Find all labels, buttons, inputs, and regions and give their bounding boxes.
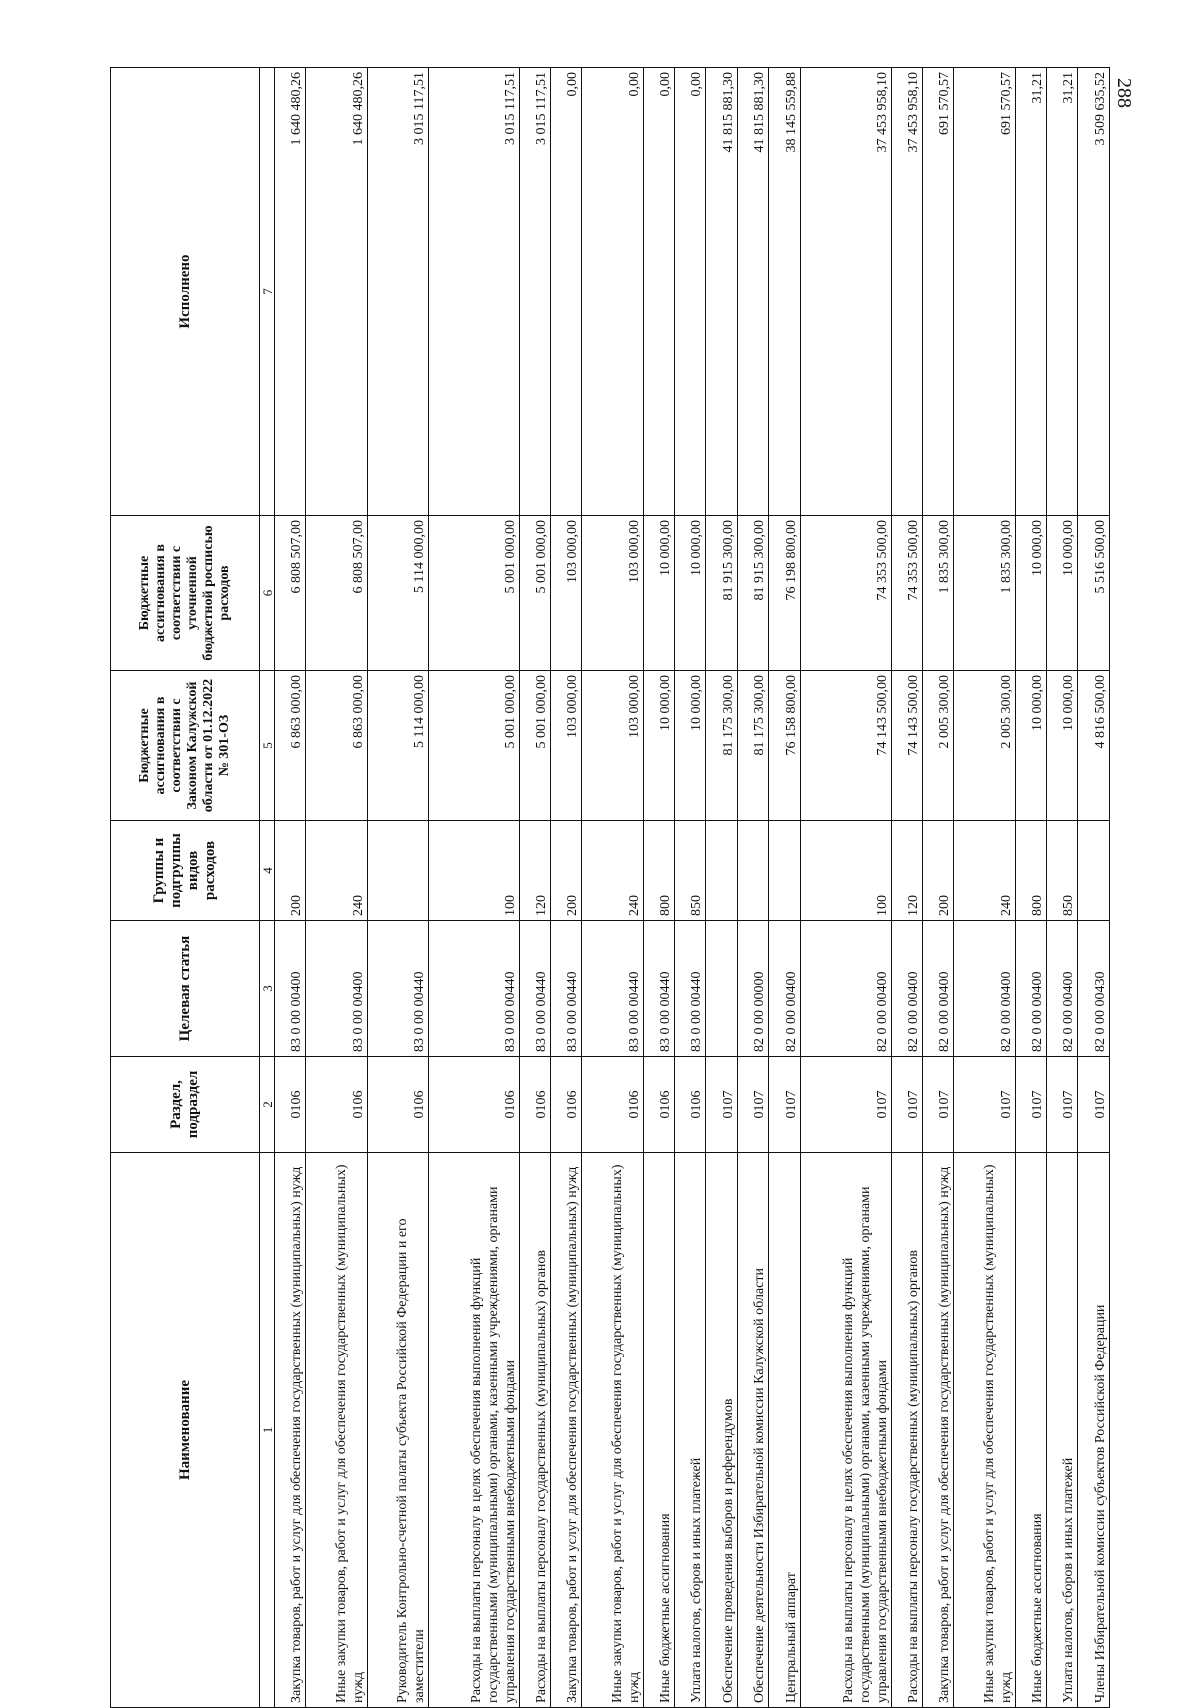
row-group: 120 bbox=[891, 821, 922, 921]
header-row bbox=[111, 68, 260, 1708]
row-list-amount: 5 001 000,00 bbox=[519, 516, 550, 671]
table-row bbox=[275, 68, 306, 1708]
row-article: 83 0 00 00440 bbox=[519, 921, 550, 1057]
row-done-amount: 0,00 bbox=[550, 68, 581, 516]
row-law-amount: 74 143 500,00 bbox=[891, 671, 922, 821]
row-name: Члены Избирательной комиссии субъектов Российской Федерации bbox=[1078, 1153, 1110, 1708]
row-list-amount: 6 808 507,00 bbox=[275, 516, 306, 671]
row-section: 0106 bbox=[643, 1057, 674, 1153]
column-number: 2 bbox=[260, 1057, 275, 1153]
row-done-amount: 691 570,57 bbox=[954, 68, 1015, 516]
row-name: Закупка товаров, работ и услуг для обеспечения государственных (муниципальных) нужд bbox=[275, 1153, 306, 1708]
row-section: 0107 bbox=[1015, 1057, 1046, 1153]
row-group bbox=[706, 821, 737, 921]
row-law-amount: 10 000,00 bbox=[1046, 671, 1077, 821]
table-row bbox=[706, 68, 737, 1708]
row-done-amount: 31,21 bbox=[1046, 68, 1077, 516]
row-done-amount: 37 453 958,10 bbox=[891, 68, 922, 516]
table-row bbox=[769, 68, 800, 1708]
page-number: 288 bbox=[1113, 78, 1135, 108]
column-number: 4 bbox=[260, 821, 275, 921]
table-row bbox=[643, 68, 674, 1708]
row-section: 0107 bbox=[706, 1057, 737, 1153]
header-section: Раздел, подраздел bbox=[111, 1057, 260, 1153]
row-done-amount: 31,21 bbox=[1015, 68, 1046, 516]
row-list-amount: 1 835 300,00 bbox=[922, 516, 953, 671]
table-row bbox=[891, 68, 922, 1708]
row-law-amount: 5 001 000,00 bbox=[428, 671, 519, 821]
budget-table bbox=[110, 67, 1110, 1708]
row-section: 0107 bbox=[737, 1057, 768, 1153]
row-list-amount: 81 915 300,00 bbox=[706, 516, 737, 671]
header-group: Группы и подгруппы видов расходов bbox=[111, 821, 260, 921]
row-law-amount: 76 158 800,00 bbox=[769, 671, 800, 821]
row-group: 800 bbox=[643, 821, 674, 921]
row-article: 83 0 00 00440 bbox=[367, 921, 428, 1057]
header-list: Бюджетные ассигнования в соответствии с уточненной бюджетной росписью расходов bbox=[111, 516, 260, 671]
row-section: 0107 bbox=[1078, 1057, 1110, 1153]
row-name: Центральный аппарат bbox=[769, 1153, 800, 1708]
row-law-amount: 4 816 500,00 bbox=[1078, 671, 1110, 821]
row-group bbox=[769, 821, 800, 921]
row-group: 800 bbox=[1015, 821, 1046, 921]
row-done-amount: 3 015 117,51 bbox=[367, 68, 428, 516]
header-law: Бюджетные ассигнования в соответствии с Законом Калужской области от 01.12.2022 № 301-ОЗ bbox=[111, 671, 260, 821]
row-name: Обеспечение проведения выборов и референдумов bbox=[706, 1153, 737, 1708]
row-group: 850 bbox=[674, 821, 705, 921]
row-article: 83 0 00 00440 bbox=[428, 921, 519, 1057]
row-section: 0107 bbox=[891, 1057, 922, 1153]
row-name: Уплата налогов, сборов и иных платежей bbox=[1046, 1153, 1077, 1708]
row-name: Иные бюджетные ассигнования bbox=[643, 1153, 674, 1708]
row-section: 0106 bbox=[367, 1057, 428, 1153]
column-number-row bbox=[260, 68, 275, 1708]
row-section: 0106 bbox=[550, 1057, 581, 1153]
table-row bbox=[737, 68, 768, 1708]
column-number: 3 bbox=[260, 921, 275, 1057]
table-row bbox=[1015, 68, 1046, 1708]
row-law-amount: 2 005 300,00 bbox=[922, 671, 953, 821]
row-list-amount: 103 000,00 bbox=[582, 516, 643, 671]
row-law-amount: 10 000,00 bbox=[1015, 671, 1046, 821]
row-done-amount: 691 570,57 bbox=[922, 68, 953, 516]
row-section: 0106 bbox=[674, 1057, 705, 1153]
row-section: 0107 bbox=[1046, 1057, 1077, 1153]
row-list-amount: 10 000,00 bbox=[674, 516, 705, 671]
row-article: 82 0 00 00400 bbox=[800, 921, 891, 1057]
column-number: 7 bbox=[260, 68, 275, 516]
row-section: 0106 bbox=[275, 1057, 306, 1153]
row-done-amount: 0,00 bbox=[674, 68, 705, 516]
row-done-amount: 3 509 635,52 bbox=[1078, 68, 1110, 516]
row-name: Уплата налогов, сборов и иных платежей bbox=[674, 1153, 705, 1708]
table-row bbox=[1046, 68, 1077, 1708]
row-law-amount: 74 143 500,00 bbox=[800, 671, 891, 821]
row-article: 83 0 00 00440 bbox=[674, 921, 705, 1057]
row-article: 82 0 00 00000 bbox=[737, 921, 768, 1057]
row-done-amount: 41 815 881,30 bbox=[737, 68, 768, 516]
row-article: 83 0 00 00440 bbox=[643, 921, 674, 1057]
row-list-amount: 5 114 000,00 bbox=[367, 516, 428, 671]
row-name: Закупка товаров, работ и услуг для обеспечения государственных (муниципальных) нужд bbox=[922, 1153, 953, 1708]
table-row bbox=[954, 68, 1015, 1708]
header-article: Целевая статья bbox=[111, 921, 260, 1057]
row-name: Иные закупки товаров, работ и услуг для обеспечения государственных (муниципальных) нужд bbox=[306, 1153, 367, 1708]
row-law-amount: 103 000,00 bbox=[582, 671, 643, 821]
row-group: 240 bbox=[954, 821, 1015, 921]
row-done-amount: 38 145 559,88 bbox=[769, 68, 800, 516]
row-article: 83 0 00 00440 bbox=[582, 921, 643, 1057]
row-law-amount: 6 863 000,00 bbox=[275, 671, 306, 821]
row-article: 82 0 00 00400 bbox=[769, 921, 800, 1057]
row-done-amount: 3 015 117,51 bbox=[519, 68, 550, 516]
row-section: 0107 bbox=[922, 1057, 953, 1153]
row-group: 100 bbox=[800, 821, 891, 921]
row-group: 240 bbox=[306, 821, 367, 921]
row-name: Закупка товаров, работ и услуг для обеспечения государственных (муниципальных) нужд bbox=[550, 1153, 581, 1708]
row-name: Расходы на выплаты персоналу в целях обеспечения выполнения функций государственными (муниципальными) органами, казенными учреждениями, органами управления государственными внебюджетными фондами bbox=[800, 1153, 891, 1708]
row-group: 240 bbox=[582, 821, 643, 921]
row-name: Иные закупки товаров, работ и услуг для обеспечения государственных (муниципальных) нужд bbox=[582, 1153, 643, 1708]
row-article: 83 0 00 00400 bbox=[275, 921, 306, 1057]
row-article: 82 0 00 00430 bbox=[1078, 921, 1110, 1057]
row-list-amount: 103 000,00 bbox=[550, 516, 581, 671]
row-law-amount: 81 175 300,00 bbox=[737, 671, 768, 821]
row-section: 0107 bbox=[954, 1057, 1015, 1153]
table-row bbox=[519, 68, 550, 1708]
table-row bbox=[367, 68, 428, 1708]
row-article: 83 0 00 00400 bbox=[306, 921, 367, 1057]
table-row bbox=[800, 68, 891, 1708]
row-done-amount: 1 640 480,26 bbox=[306, 68, 367, 516]
row-group: 200 bbox=[275, 821, 306, 921]
row-law-amount: 5 001 000,00 bbox=[519, 671, 550, 821]
row-article: 82 0 00 00400 bbox=[954, 921, 1015, 1057]
table-row bbox=[306, 68, 367, 1708]
row-name: Иные закупки товаров, работ и услуг для обеспечения государственных (муниципальных) нужд bbox=[954, 1153, 1015, 1708]
column-number: 6 bbox=[260, 516, 275, 671]
row-name: Расходы на выплаты персоналу в целях обеспечения выполнения функций государственными (муниципальными) органами, казенными учреждениями, органами управления государственными внебюджетными фондами bbox=[428, 1153, 519, 1708]
row-article: 82 0 00 00400 bbox=[1015, 921, 1046, 1057]
table-body bbox=[275, 68, 1110, 1708]
table-row bbox=[674, 68, 705, 1708]
row-list-amount: 74 353 500,00 bbox=[891, 516, 922, 671]
row-article: 83 0 00 00440 bbox=[550, 921, 581, 1057]
row-law-amount: 5 114 000,00 bbox=[367, 671, 428, 821]
row-list-amount: 5 516 500,00 bbox=[1078, 516, 1110, 671]
row-list-amount: 81 915 300,00 bbox=[737, 516, 768, 671]
row-law-amount: 10 000,00 bbox=[674, 671, 705, 821]
row-done-amount: 0,00 bbox=[643, 68, 674, 516]
row-law-amount: 103 000,00 bbox=[550, 671, 581, 821]
row-group bbox=[1078, 821, 1110, 921]
row-section: 0106 bbox=[306, 1057, 367, 1153]
table-row bbox=[550, 68, 581, 1708]
row-section: 0106 bbox=[519, 1057, 550, 1153]
row-list-amount: 74 353 500,00 bbox=[800, 516, 891, 671]
row-group: 100 bbox=[428, 821, 519, 921]
table-row bbox=[582, 68, 643, 1708]
row-done-amount: 37 453 958,10 bbox=[800, 68, 891, 516]
row-name: Обеспечение деятельности Избирательной комиссии Калужской области bbox=[737, 1153, 768, 1708]
row-list-amount: 10 000,00 bbox=[1046, 516, 1077, 671]
row-group: 120 bbox=[519, 821, 550, 921]
row-article: 82 0 00 00400 bbox=[922, 921, 953, 1057]
column-number: 1 bbox=[260, 1153, 275, 1708]
row-done-amount: 3 015 117,51 bbox=[428, 68, 519, 516]
header-done: Исполнено bbox=[111, 68, 260, 516]
row-done-amount: 0,00 bbox=[582, 68, 643, 516]
row-group bbox=[367, 821, 428, 921]
row-list-amount: 76 198 800,00 bbox=[769, 516, 800, 671]
row-group: 200 bbox=[922, 821, 953, 921]
row-name: Расходы на выплаты персоналу государственных (муниципальных) органов bbox=[891, 1153, 922, 1708]
table-row bbox=[1078, 68, 1110, 1708]
row-list-amount: 1 835 300,00 bbox=[954, 516, 1015, 671]
row-group: 200 bbox=[550, 821, 581, 921]
row-section: 0106 bbox=[428, 1057, 519, 1153]
row-done-amount: 41 815 881,30 bbox=[706, 68, 737, 516]
row-article: 82 0 00 00400 bbox=[891, 921, 922, 1057]
row-done-amount: 1 640 480,26 bbox=[275, 68, 306, 516]
column-number: 5 bbox=[260, 671, 275, 821]
row-list-amount: 10 000,00 bbox=[643, 516, 674, 671]
header-name: Наименование bbox=[111, 1153, 260, 1708]
row-section: 0107 bbox=[800, 1057, 891, 1153]
row-law-amount: 6 863 000,00 bbox=[306, 671, 367, 821]
row-section: 0107 bbox=[769, 1057, 800, 1153]
row-law-amount: 10 000,00 bbox=[643, 671, 674, 821]
row-name: Расходы на выплаты персоналу государственных (муниципальных) органов bbox=[519, 1153, 550, 1708]
row-law-amount: 81 175 300,00 bbox=[706, 671, 737, 821]
table-row bbox=[922, 68, 953, 1708]
row-list-amount: 10 000,00 bbox=[1015, 516, 1046, 671]
row-list-amount: 6 808 507,00 bbox=[306, 516, 367, 671]
row-group: 850 bbox=[1046, 821, 1077, 921]
row-group bbox=[737, 821, 768, 921]
row-article bbox=[706, 921, 737, 1057]
row-list-amount: 5 001 000,00 bbox=[428, 516, 519, 671]
row-name: Руководитель Контрольно-счетной палаты субъекта Российской Федерации и его заместители bbox=[367, 1153, 428, 1708]
row-article: 82 0 00 00400 bbox=[1046, 921, 1077, 1057]
row-law-amount: 2 005 300,00 bbox=[954, 671, 1015, 821]
row-name: Иные бюджетные ассигнования bbox=[1015, 1153, 1046, 1708]
row-section: 0106 bbox=[582, 1057, 643, 1153]
rotated-page bbox=[110, 68, 1110, 1708]
table-row bbox=[428, 68, 519, 1708]
